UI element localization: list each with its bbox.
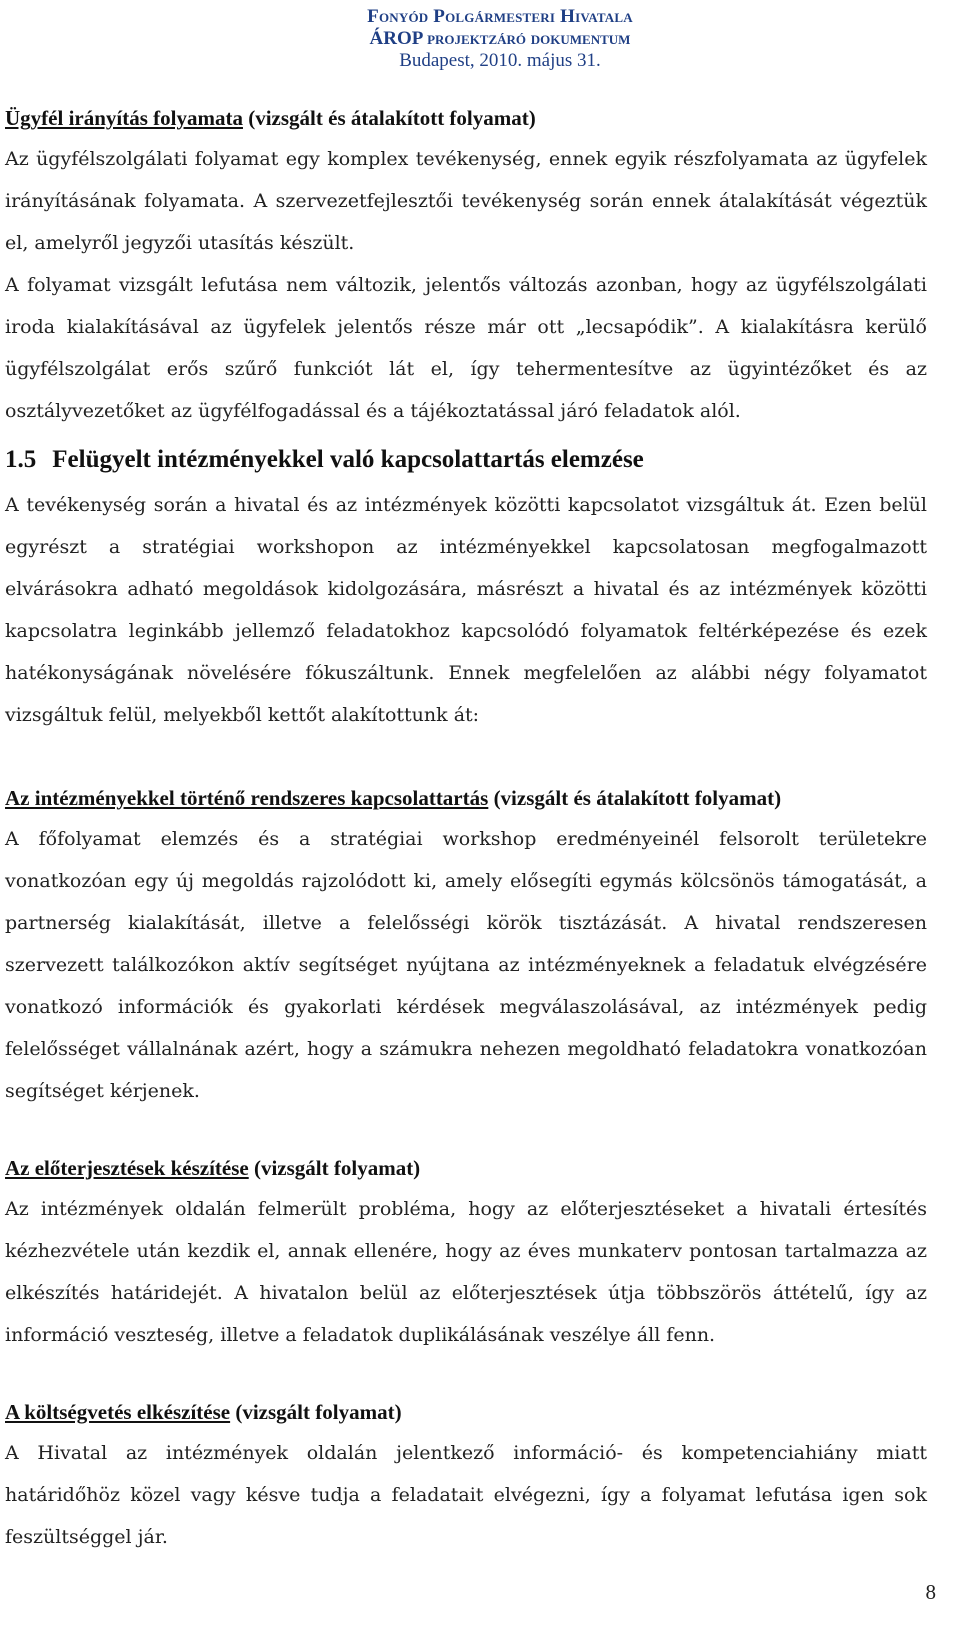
subsection-title-client-routing: Ügyfél irányítás folyamata (vizsgált és átalakított folyamat) (5, 106, 536, 130)
paragraph-regular-contact: A főfolyamat elemzés és a stratégiai workshop eredményeinél felsorolt területekre vonatkozóan egy új megoldás rajzolódott ki, amely elősegíti egymás kölcsönös támogatását, a partnerség kialakítását, illetve a felelősségi körök tisztázását. A hivatal rendszeresen szervezett találkozókon aktív segítséget nyújtana az intézményeknek a feladatuk elvégzésére vonatkozó információk és gyakorlati kérdések megválaszolásával, az intézmények pedig felelősséget vállalnának azért, hogy a számukra nehezen megoldható feladatokra vonatkozóan segítséget kérjenek. (5, 828, 927, 1102)
header-organization: Fonyód Polgármesteri Hivatala (367, 6, 633, 27)
paragraph-institution-relations: A tevékenység során a hivatal és az intézmények közötti kapcsolatot vizsgáltuk át. Ezen belül egyrészt a stratégiai workshopon az intézményekkel kapcsolatosan megfogalmazott elvárásokra adható megoldások kidolgozására, másrészt a hivatal és az intézmények közötti kapcsolatra leginkább jellemző feladatokhoz kapcsolódó folyamatok feltérképezése és ezek hatékonyságának növelésére fókuszáltunk. Ennek megfelelően az alábbi négy folyamatot vizsgáltuk felül, melyekből kettőt alakítottunk át: (5, 494, 927, 726)
paragraph-budget: A Hivatal az intézmények oldalán jelentkező információ- és kompetenciahiány miatt határidőhöz közel vagy késve tudja a feladatait elvégezni, így a folyamat lefutása igen sok feszültséggel jár. (5, 1442, 927, 1548)
paragraph-proposals: Az intézmények oldalán felmerült probléma, hogy az előterjesztéseket a hivatali értesítés kézhezvétele után kezdik el, annak ellenére, hogy az éves munkaterv pontosan tartalmazza az elkészítés határidejét. A hivatalon belül az előterjesztések útja többszörös áttételű, így az információ veszteség, illetve a feladatok duplikálásának veszélye áll fenn. (5, 1198, 927, 1346)
header-date: Budapest, 2010. május 31. (399, 50, 601, 71)
subsection-title-proposals: Az előterjesztések készítése (vizsgált folyamat) (5, 1156, 421, 1180)
header-project: ÁROP projektzáró dokumentum (369, 28, 631, 49)
page-number: 8 (925, 1580, 936, 1604)
section-heading-1-5: 1.5 Felügyelt intézményekkel való kapcsolattartás elemzése (5, 446, 644, 473)
document-header (250, 6, 750, 72)
document-body (5, 100, 927, 1558)
paragraph-client-routing-intro: Az ügyfélszolgálati folyamat egy komplex tevékenység, ennek egyik részfolyamata az ügyfelek irányításának folyamata. A szervezetfejlesztői tevékenység során ennek átalakítását végeztük el, amelyről jegyzői utasítás készült. (5, 148, 927, 254)
subsection-title-regular-contact: Az intézményekkel történő rendszeres kapcsolattartás (vizsgált és átalakított folyamat) (5, 786, 782, 810)
subsection-title-budget: A költségvetés elkészítése (vizsgált folyamat) (5, 1400, 402, 1424)
paragraph-client-routing-change: A folyamat vizsgált lefutása nem változik, jelentős változás azonban, hogy az ügyfélszolgálati iroda kialakításával az ügyfelek jelentős része már ott „lecsapódik”. A kialakításra kerülő ügyfélszolgálat erős szűrő funkciót lát el, így tehermentesítve az ügyintézőket és az osztályvezetőket az ügyfélfogadással és a tájékoztatással járó feladatok alól. (5, 274, 927, 422)
